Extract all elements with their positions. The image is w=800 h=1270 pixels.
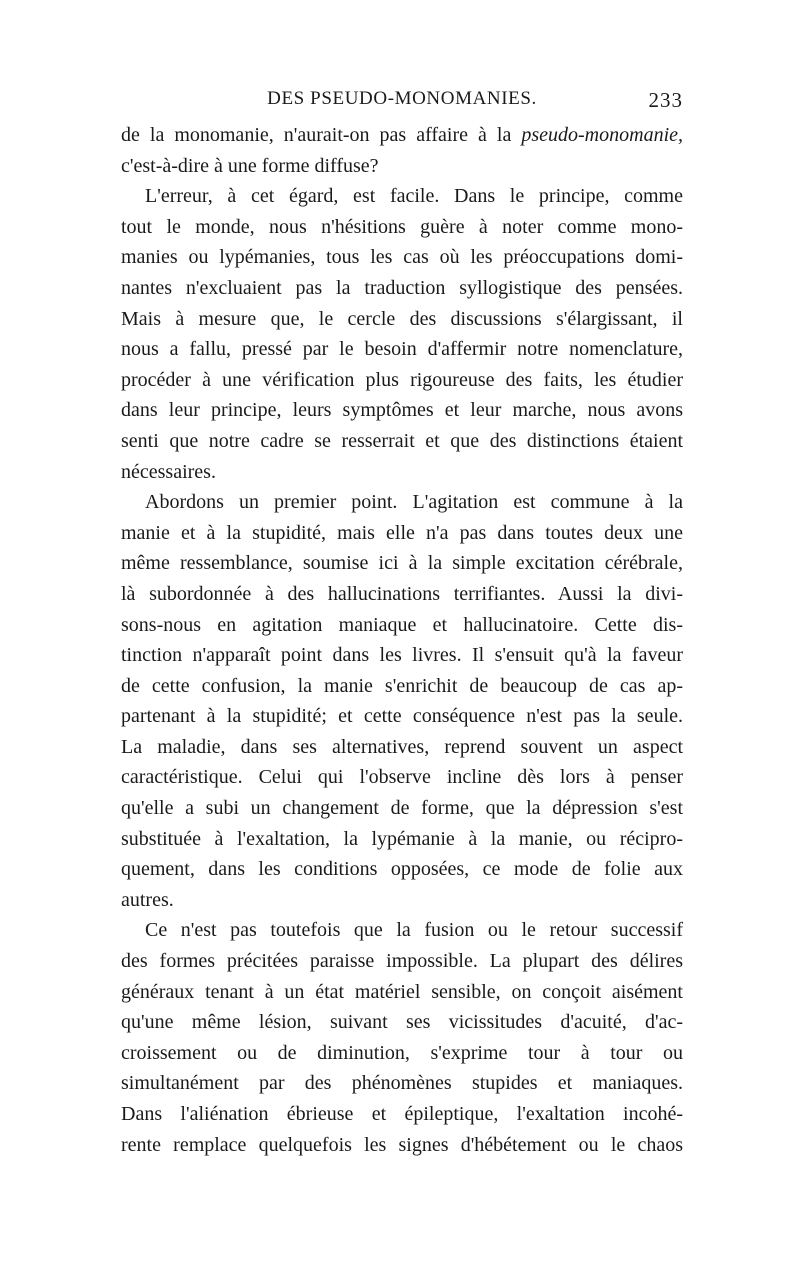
text-line: caractéristique. Celui qui l'observe incline dès lors à penser	[121, 766, 683, 789]
text-line: des formes précitées paraisse impossible. La plupart des délires	[121, 950, 683, 973]
text-line: L'erreur, à cet égard, est facile. Dans le principe, comme	[145, 185, 683, 208]
text-line: sons-nous en agitation maniaque et hallucinatoire. Cette dis-	[121, 613, 683, 636]
text-line: substituée à l'exaltation, la lypémanie à la manie, ou récipro-	[121, 827, 683, 850]
text-line: tout le monde, nous n'hésitions guère à noter comme mono-	[121, 215, 683, 238]
text-line: là subordonnée à des hallucinations terrifiantes. Aussi la divi-	[121, 582, 683, 605]
text-line: partenant à la stupidité; et cette conséquence n'est pas la seule.	[121, 705, 683, 728]
text-line	[121, 120, 683, 151]
text-line: même ressemblance, soumise ici à la simple excitation cérébrale,	[121, 552, 683, 575]
text-line: manie et à la stupidité, mais elle n'a pas dans toutes deux une	[121, 521, 683, 544]
text-line: c'est-à-dire à une forme diffuse?	[121, 154, 379, 177]
text-line: quement, dans les conditions opposées, ce mode de folie aux	[121, 858, 683, 881]
text-line: Abordons un premier point. L'agitation est commune à la	[145, 491, 683, 514]
text-line: dans leur principe, leurs symptômes et leur marche, nous avons	[121, 399, 683, 422]
text-line: Ce n'est pas toutefois que la fusion ou le retour successif	[145, 919, 683, 942]
text-line: La maladie, dans ses alternatives, reprend souvent un aspect	[121, 735, 683, 758]
text-line: de cette confusion, la manie s'enrichit de beaucoup de cas ap-	[121, 674, 683, 697]
text-span: de la monomanie, n'aurait-on pas affaire à la	[121, 124, 512, 146]
text-line: Dans l'aliénation ébrieuse et épileptique, l'exaltation incohé-	[121, 1103, 683, 1125]
text-line: rente remplace quelquefois les signes d'hébétement ou le chaos	[121, 1133, 683, 1156]
text-line: procéder à une vérification plus rigoureuse des faits, les étudier	[121, 368, 683, 391]
text-line: nantes n'excluaient pas la traduction syllogistique des pensées.	[121, 276, 683, 299]
text-line: senti que notre cadre se resserrait et que des distinctions étaient	[121, 429, 683, 452]
text-line: manies ou lypémanies, tous les cas où les préoccupations domi-	[121, 246, 683, 269]
text-line: Mais à mesure que, le cercle des discussions s'élargissant, il	[121, 307, 683, 330]
text-line: généraux tenant à un état matériel sensible, on conçoit aisément	[121, 980, 683, 1003]
text-line: croissement ou de diminution, s'exprime tour à tour ou	[121, 1041, 683, 1064]
text-line: qu'une même lésion, suivant ses vicissitudes d'acuité, d'ac-	[121, 1011, 683, 1034]
running-head	[121, 88, 683, 118]
text-line: tinction n'apparaît point dans les livres. Il s'ensuit qu'à la faveur	[121, 644, 683, 667]
text-line: simultanément par des phénomènes stupides et maniaques.	[121, 1072, 683, 1095]
text-line: autres.	[121, 888, 174, 911]
running-title: DES PSEUDO-MONOMANIES.	[267, 88, 537, 109]
text-line: nous a fallu, pressé par le besoin d'affermir notre nomenclature,	[121, 338, 683, 361]
text-line: nécessaires.	[121, 460, 216, 483]
page-number: 233	[648, 88, 683, 112]
text-line: qu'elle a subi un changement de forme, que la dépression s'est	[121, 797, 683, 820]
body-text	[121, 120, 683, 1160]
italic-term: pseudo-monomanie,	[521, 124, 683, 146]
